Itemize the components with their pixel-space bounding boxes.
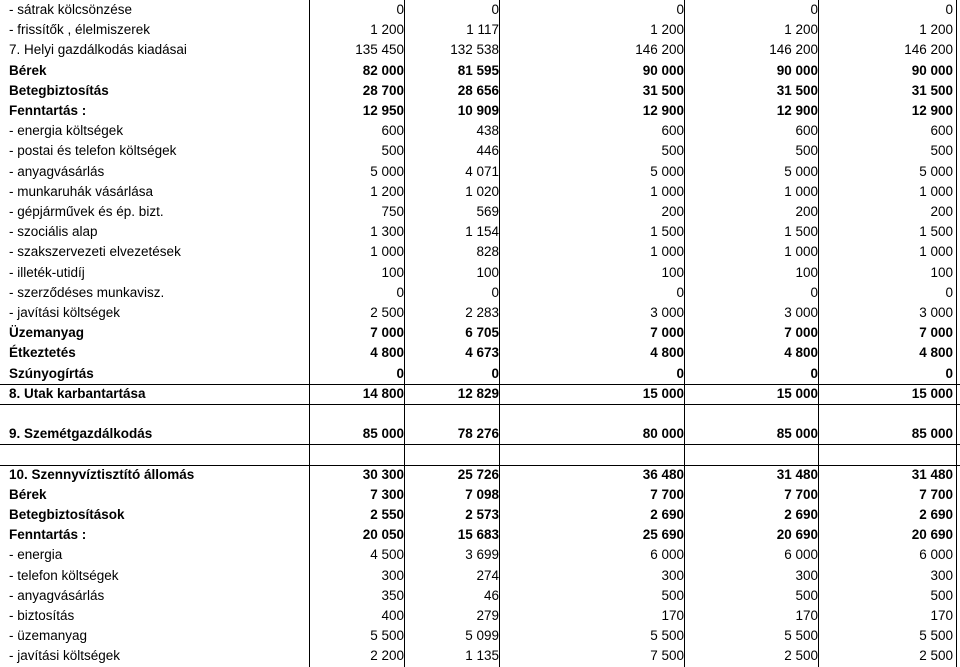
value-cell: 6 000 [650,547,684,563]
row-label: - anyagvásárlás [9,163,105,179]
table-row [0,626,960,646]
row-label: - javítási költségek [9,305,121,320]
value-cell: 2 500 [784,648,818,664]
value-cell: 6 000 [919,547,953,563]
row-label: - telefon költségek [9,567,119,583]
row-label: Üzemanyag [9,325,85,341]
value-cell: 0 [491,284,499,300]
value-cell: 12 950 [362,103,404,118]
value-cell: 5 000 [919,163,953,179]
value-cell: 100 [476,264,499,280]
column-divider [499,0,500,667]
value-cell: 100 [930,264,953,280]
value-cell: 2 690 [919,507,953,522]
value-cell: 170 [661,608,684,623]
value-cell: 500 [795,587,818,603]
row-label [9,444,309,464]
row-label: - gépjárművek és ép. bizt. [9,204,164,219]
table-row [0,465,960,485]
row-label: 10. Szennyvíztisztító állomás [9,466,195,482]
value-cell: 85 000 [362,426,404,442]
value-cell: 500 [930,143,953,159]
value-cell: 600 [661,123,684,139]
value-cell: 500 [930,587,953,603]
value-cell: 7 700 [919,486,953,502]
row-label: Fenntartás : [9,527,87,543]
value-cell: 36 480 [642,466,684,482]
value-cell: 82 000 [362,62,404,78]
value-cell: 2 283 [465,305,499,320]
value-cell: 10 909 [457,103,499,118]
value-cell: 7 700 [784,486,818,502]
value-cell: 1 000 [650,183,684,199]
value-cell: 600 [795,123,818,139]
value-cell: 12 900 [642,103,684,118]
table-row [0,505,960,525]
value-cell [821,404,953,424]
value-cell: 4 673 [465,345,499,361]
value-cell [687,404,818,424]
value-cell: 12 900 [911,103,953,118]
value-cell: 2 573 [465,507,499,522]
row-label: Fenntartás : [9,103,87,118]
value-cell: 1 200 [919,22,953,38]
value-cell: 146 200 [904,42,953,58]
table-row [0,162,960,182]
value-cell: 0 [945,284,953,300]
table-row [0,202,960,222]
row-label: - biztosítás [9,608,75,623]
value-cell: 600 [930,123,953,139]
value-cell: 2 200 [370,648,404,664]
value-cell: 500 [661,587,684,603]
value-cell: 31 500 [776,82,818,98]
table-row [0,0,960,20]
value-cell: 100 [381,264,404,280]
table-row [0,141,960,161]
value-cell: 78 276 [457,426,499,442]
table-row [0,384,960,404]
value-cell: 6 705 [465,325,499,341]
value-cell: 3 000 [784,305,818,320]
value-cell: 5 000 [650,163,684,179]
value-cell: 28 700 [362,82,404,98]
row-label: - munkaruhák vásárlása [9,183,154,199]
value-cell: 3 000 [919,305,953,320]
value-cell [687,444,818,464]
value-cell: 1 200 [370,183,404,199]
value-cell: 90 000 [911,62,953,78]
value-cell: 7 000 [650,325,684,341]
value-cell: 600 [381,123,404,139]
table-row [0,323,960,343]
value-cell: 5 000 [784,163,818,179]
value-cell: 4 800 [784,345,818,361]
value-cell: 4 071 [465,163,499,179]
row-label: - szociális alap [9,224,98,240]
value-cell [312,444,404,464]
value-cell: 90 000 [642,62,684,78]
row-label: 9. Szemétgazdálkodás [9,426,153,442]
table-row [0,101,960,121]
value-cell: 1 200 [784,22,818,38]
value-cell: 4 500 [370,547,404,563]
value-cell: 25 726 [457,466,499,482]
table-row [0,283,960,303]
value-cell [502,444,684,464]
value-cell: 3 000 [650,305,684,320]
value-cell: 4 800 [919,345,953,361]
table-row [0,263,960,283]
row-divider [0,465,960,466]
value-cell: 200 [795,204,818,219]
value-cell: 4 800 [650,345,684,361]
value-cell [502,404,684,424]
table-row [0,444,960,464]
value-cell: 15 000 [776,385,818,401]
value-cell: 1 000 [650,244,684,260]
value-cell: 500 [661,143,684,159]
value-cell: 569 [476,204,499,219]
value-cell [407,404,499,424]
column-divider [309,0,310,667]
value-cell: 12 829 [457,385,499,401]
value-cell: 2 500 [919,648,953,664]
table-row [0,242,960,262]
value-cell: 300 [381,567,404,583]
table-row [0,646,960,666]
value-cell: 100 [661,264,684,280]
value-cell: 5 500 [370,628,404,644]
row-label: Bérek [9,62,47,78]
value-cell: 7 700 [650,486,684,502]
value-cell: 0 [810,284,818,300]
value-cell: 300 [795,567,818,583]
column-divider [684,0,685,667]
value-cell: 1 117 [466,22,499,38]
value-cell: 135 450 [355,42,404,58]
row-label: - üzemanyag [9,628,88,644]
value-cell: 80 000 [642,426,684,442]
table-row [0,182,960,202]
row-divider [0,444,960,445]
table-row [0,566,960,586]
value-cell: 132 538 [450,42,499,58]
value-cell: 46 [483,587,499,603]
value-cell: 1 500 [919,224,953,240]
row-label: - frissítők , élelmiszerek [9,22,151,38]
value-cell: 1 000 [784,244,818,260]
table-row [0,40,960,60]
value-cell: 31 480 [911,466,953,482]
row-label: Szúnyogírtás [9,365,94,381]
table-row [0,485,960,505]
table-row [0,222,960,242]
value-cell: 1 500 [784,224,818,240]
value-cell: 274 [476,567,499,583]
row-label: - energia [9,547,63,563]
value-cell: 1 200 [370,22,404,38]
value-cell: 1 020 [465,183,499,199]
value-cell: 7 000 [919,325,953,341]
row-label: Betegbiztosítások [9,507,125,522]
value-cell: 1 000 [919,244,953,260]
value-cell: 500 [381,143,404,159]
value-cell: 0 [491,2,499,17]
column-divider [404,0,405,667]
value-cell: 6 000 [784,547,818,563]
value-cell: 7 000 [784,325,818,341]
value-cell: 15 683 [457,527,499,543]
value-cell: 5 500 [784,628,818,644]
value-cell: 446 [476,143,499,159]
value-cell: 1 135 [465,648,499,664]
row-label: - illeték-utidíj [9,264,85,280]
value-cell: 81 595 [457,62,499,78]
value-cell: 1 500 [650,224,684,240]
value-cell: 5 500 [650,628,684,644]
row-divider [0,384,960,385]
value-cell: 0 [491,365,499,381]
value-cell: 90 000 [776,62,818,78]
value-cell: 31 500 [911,82,953,98]
value-cell: 170 [795,608,818,623]
value-cell: 12 900 [776,103,818,118]
value-cell: 828 [476,244,499,260]
value-cell: 1 300 [370,224,404,240]
value-cell: 85 000 [776,426,818,442]
row-label: Étkeztetés [9,345,76,361]
value-cell: 2 690 [650,507,684,522]
table-row [0,81,960,101]
row-label: 7. Helyi gazdálkodás kiadásai [9,42,187,58]
row-label: - anyagvásárlás [9,587,105,603]
value-cell: 1 200 [650,22,684,38]
value-cell: 279 [476,608,499,623]
column-divider [956,0,957,667]
row-label: 8. Utak karbantartása [9,385,146,401]
value-cell: 0 [945,365,953,381]
row-label: - szerződéses munkavisz. [9,284,165,300]
table-row [0,606,960,626]
value-cell: 85 000 [911,426,953,442]
value-cell: 7 098 [465,486,499,502]
column-divider [818,0,819,667]
value-cell: 0 [396,2,404,17]
table-row [0,121,960,141]
value-cell: 31 480 [776,466,818,482]
table-row [0,525,960,545]
value-cell: 1 000 [784,183,818,199]
value-cell: 15 000 [642,385,684,401]
value-cell [821,444,953,464]
value-cell: 0 [676,365,684,381]
value-cell: 146 200 [635,42,684,58]
row-label: - javítási költségek [9,648,121,664]
row-label [9,404,309,424]
row-label: Betegbiztosítás [9,82,109,98]
value-cell: 170 [930,608,953,623]
value-cell: 0 [676,2,684,17]
value-cell: 30 300 [362,466,404,482]
value-cell: 0 [810,2,818,17]
value-cell: 0 [945,2,953,17]
value-cell: 7 300 [370,486,404,502]
value-cell [407,444,499,464]
value-cell: 14 800 [362,385,404,401]
table-row [0,303,960,323]
table-row [0,364,960,384]
row-label: - sátrak kölcsönzése [9,2,133,17]
value-cell: 0 [396,284,404,300]
value-cell: 5 099 [465,628,499,644]
table-row [0,343,960,363]
value-cell: 20 050 [362,527,404,543]
row-label: - szakszervezeti elvezetések [9,244,181,260]
value-cell: 5 500 [919,628,953,644]
value-cell: 438 [476,123,499,139]
value-cell: 20 690 [776,527,818,543]
value-cell: 1 000 [370,244,404,260]
value-cell: 100 [795,264,818,280]
value-cell: 5 000 [370,163,404,179]
value-cell: 7 000 [370,325,404,341]
value-cell: 7 500 [650,648,684,664]
value-cell: 31 500 [642,82,684,98]
value-cell: 2 690 [784,507,818,522]
value-cell: 25 690 [642,527,684,543]
value-cell: 200 [930,204,953,219]
value-cell [312,404,404,424]
value-cell: 1 154 [465,224,499,240]
value-cell: 15 000 [911,385,953,401]
value-cell: 1 000 [919,183,953,199]
value-cell: 4 800 [370,345,404,361]
row-label: Bérek [9,486,47,502]
value-cell: 200 [661,204,684,219]
value-cell: 0 [676,284,684,300]
value-cell: 2 500 [370,305,404,320]
value-cell: 500 [795,143,818,159]
value-cell: 0 [396,365,404,381]
value-cell: 300 [661,567,684,583]
value-cell: 28 656 [457,82,499,98]
table-row [0,586,960,606]
value-cell: 300 [930,567,953,583]
value-cell: 20 690 [911,527,953,543]
value-cell: 350 [381,587,404,603]
value-cell: 2 550 [370,507,404,522]
row-label: - energia költségek [9,123,124,139]
table-row [0,424,960,444]
value-cell: 0 [810,365,818,381]
value-cell: 750 [381,204,404,219]
value-cell: 3 699 [465,547,499,563]
row-label: - postai és telefon költségek [9,143,177,159]
value-cell: 146 200 [769,42,818,58]
table-row [0,404,960,424]
table-row [0,545,960,565]
table-row [0,20,960,40]
table-row [0,61,960,81]
value-cell: 400 [381,608,404,623]
row-divider [0,404,960,405]
